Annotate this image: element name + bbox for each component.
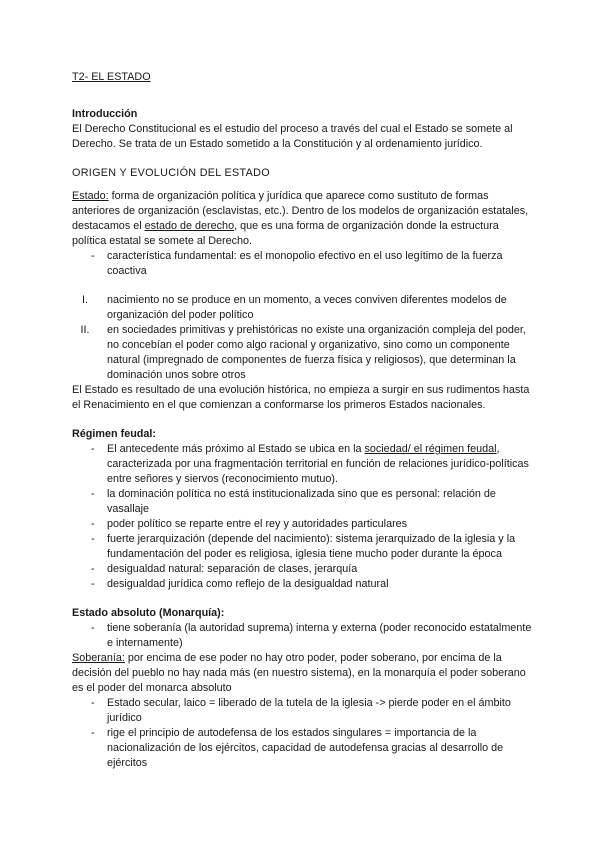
- list-item: [72, 293, 532, 323]
- list-item-text: la dominación política no está institucionalizada sino que es personal: relación de vasallaje: [107, 488, 496, 515]
- soberania-term: Soberanía:: [72, 652, 125, 664]
- estado-def-text-2: , que es una forma de organización donde la estructura política estatal se somete al Derecho.: [72, 220, 499, 247]
- dash-bullet-icon: -: [91, 518, 95, 530]
- estado-term: Estado:: [72, 190, 109, 202]
- regimen-feudal-term: sociedad/ el régimen feudal: [364, 443, 497, 455]
- intro-paragraph: El Derecho Constitucional es el estudio del proceso a través del cual el Estado se somete al Derecho. Se trata de un Estado sometido a la Constitución y al ordenamiento jurídico.: [72, 123, 513, 150]
- dash-bullet-icon: -: [91, 443, 95, 455]
- list-item: [72, 621, 532, 651]
- spacer: [72, 413, 532, 427]
- list-item: [72, 696, 532, 726]
- list-item-text: tiene soberanía (la autoridad suprema) interna y externa (poder reconocido estatalmente e internamente): [107, 622, 532, 649]
- list-item: [72, 562, 532, 577]
- spacer: [72, 279, 532, 293]
- document-page: [72, 70, 532, 771]
- soberania-definition: [72, 651, 532, 696]
- dash-bullet-icon: -: [91, 563, 95, 575]
- list-item-text: característica fundamental: es el monopolio efectivo en el uso legítimo de la fuerza coactiva: [107, 250, 503, 277]
- list-item-text: Estado secular, laico = liberado de la tutela de la iglesia -> pierde poder en el ámbito jurídico: [107, 697, 511, 724]
- absoluto-list-1: [72, 621, 532, 651]
- origen-heading: ORIGEN Y EVOLUCIÓN DEL ESTADO: [72, 167, 270, 179]
- dash-bullet-icon: -: [91, 488, 95, 500]
- origen-bullet-list: [72, 249, 532, 279]
- page-title: T2- EL ESTADO: [72, 71, 151, 83]
- feudal-heading: Régimen feudal:: [72, 428, 156, 440]
- dash-bullet-icon: -: [91, 578, 95, 590]
- dash-bullet-icon: -: [91, 250, 95, 262]
- absoluto-list-2: [72, 696, 532, 771]
- soberania-text: por encima de ese poder no hay otro poder, poder soberano, por encima de la decisión del pueblo no hay nada más (en nuestro sistema), en la monarquía el poder soberano es el poder del monarca absoluto: [72, 652, 526, 694]
- list-item-text: fuerte jerarquización (depende del nacimiento): sistema jerarquizado de la iglesia y la fundamentación del poder es religiosa, iglesia tiene mucho poder durante la época: [107, 533, 516, 560]
- list-item: [72, 577, 532, 592]
- list-item-text: desigualdad jurídica como reflejo de la desigualdad natural: [107, 578, 389, 590]
- dash-bullet-icon: -: [91, 622, 95, 634]
- absoluto-heading: Estado absoluto (Monarquía):: [72, 607, 225, 619]
- dash-bullet-icon: -: [91, 533, 95, 545]
- list-item: [72, 517, 532, 532]
- estado-de-derecho-term: estado de derecho: [144, 220, 235, 232]
- feudal-first-post: , caracterizada por una fragmentación territorial en función de relaciones jurídico-políticas entre señores y siervos (reconocimiento mutuo).: [107, 443, 529, 485]
- dash-bullet-icon: -: [91, 697, 95, 709]
- list-item-text: en sociedades primitivas y prehistóricas no existe una organización compleja del poder, no concebían el poder como algo racional y organizativo, sino como un componente natural (impregnado de componentes de fuerza física y religiosos), que determinan la dominación unos sobre otros: [107, 324, 526, 381]
- estado-definition: [72, 189, 532, 249]
- spacer: [72, 592, 532, 606]
- spacer: [72, 181, 532, 189]
- intro-heading: Introducción: [72, 108, 138, 120]
- feudal-list: [72, 442, 532, 592]
- dash-bullet-icon: -: [91, 727, 95, 739]
- list-item-text: poder político se reparte entre el rey y autoridades particulares: [107, 518, 408, 530]
- list-item-text: rige el principio de autodefensa de los estados singulares = importancia de la nacionalización de los ejércitos, capacidad de autodefensa gracias al desarrollo de ejércitos: [107, 727, 504, 769]
- roman-numeral: II.: [80, 324, 90, 336]
- estado-def-text-1: forma de organización política y jurídica que aparece como sustituto de formas anteriores de organización (esclavistas, etc.). Dentro de los modelos de organización estatales, destacamos el: [72, 190, 529, 232]
- feudal-first-pre: El antecedente más próximo al Estado se ubica en la: [107, 443, 365, 455]
- roman-numeral: I.: [82, 294, 88, 306]
- origen-closing-paragraph: El Estado es resultado de una evolución histórica, no empieza a surgir en sus rudimentos hasta el Renacimiento en el que comienzan a conformarse los primeros Estados nacionales.: [72, 384, 530, 411]
- list-item: [72, 487, 532, 517]
- list-item: [72, 323, 532, 383]
- list-item: [72, 532, 532, 562]
- spacer: [72, 152, 532, 166]
- list-item-text: desigualdad natural: separación de clases, jerarquía: [107, 563, 358, 575]
- list-item: [72, 442, 532, 487]
- origen-roman-list: [72, 293, 532, 383]
- list-item: [72, 249, 532, 279]
- list-item-text: nacimiento no se produce en un momento, a veces conviven diferentes modelos de organización del poder político: [107, 294, 507, 321]
- list-item: [72, 726, 532, 771]
